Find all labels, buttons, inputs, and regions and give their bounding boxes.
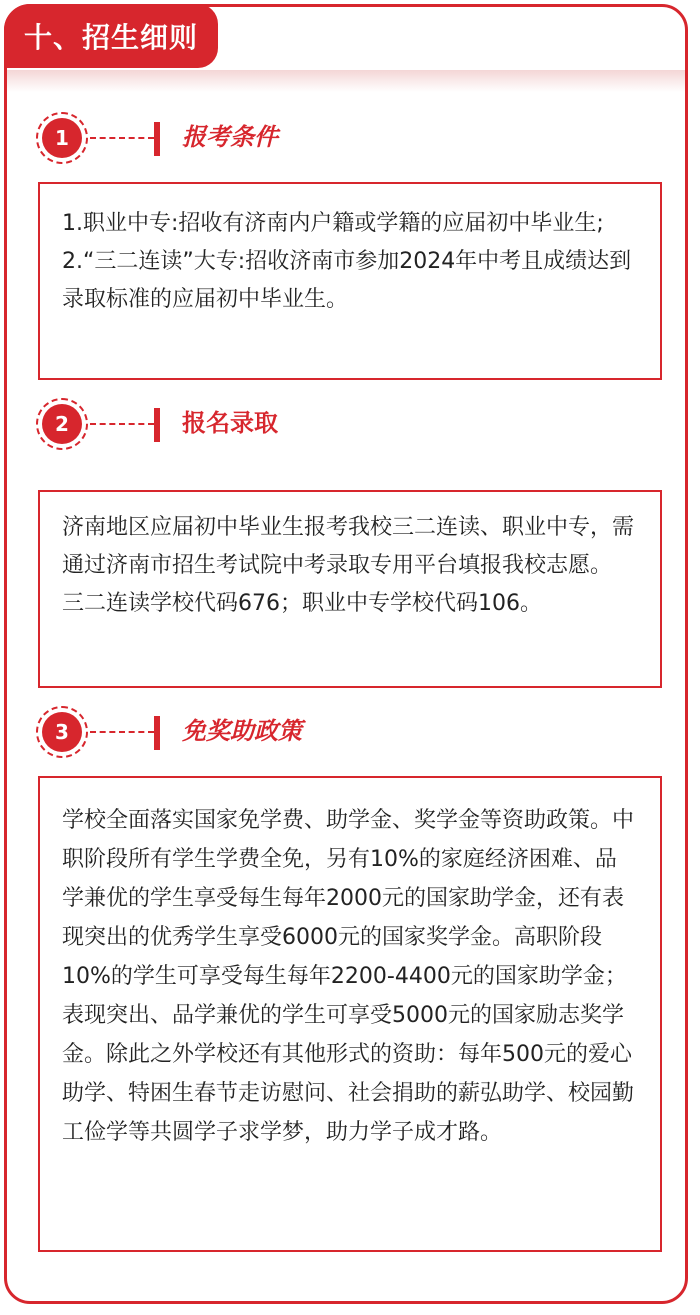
accent-bar <box>154 408 160 442</box>
paragraph: 2.“三二连读”大专:招收济南市参加2024年中考且成绩达到录取标准的应届初中毕业生。 <box>62 249 632 312</box>
number-badge: 3 <box>42 712 82 752</box>
page-title: 十、招生细则 <box>4 4 218 68</box>
accent-bar <box>154 716 160 750</box>
paragraph: 三二连读学校代码676；职业中专学校代码106。 <box>62 591 542 616</box>
dashed-connector <box>90 423 154 425</box>
section-header-1 <box>36 112 436 168</box>
dashed-connector <box>90 137 154 139</box>
section-box-3 <box>38 776 662 1252</box>
dashed-connector <box>90 731 154 733</box>
header-shadow <box>7 70 685 92</box>
paragraph: 学校全面落实国家免学费、助学金、奖学金等资助政策。中职阶段所有学生学费全免，另有10%的家庭经济困难、品学兼优的学生享受每生每年2000元的国家助学金，还有表现突出的优秀学生享受6000元的国家奖学金。高职阶段10%的学生可享受每生每年2200-4400元的国家助学金；表现突出、品学兼优的学生可享受5000元的国家励志奖学金。除此之外学校还有其他形式的资助：每年500元的爱心助学、特困生春节走访慰问、社会捐助的薪弘助学、校园勤工俭学等共圆学子求学梦，助力学子成才路。 <box>62 808 635 1145</box>
paragraph: 1.职业中专:招收有济南内户籍或学籍的应届初中毕业生; <box>62 211 604 236</box>
section-box-1 <box>38 182 662 380</box>
number-badge: 1 <box>42 118 82 158</box>
section-title: 报名录取 <box>182 409 278 437</box>
section-title: 报考条件 <box>182 123 278 151</box>
section-header-3 <box>36 706 436 762</box>
section-header-2 <box>36 398 436 454</box>
accent-bar <box>154 122 160 156</box>
section-box-2 <box>38 490 662 688</box>
paragraph: 济南地区应届初中毕业生报考我校三二连读、职业中专，需通过济南市招生考试院中考录取专用平台填报我校志愿。 <box>62 515 635 578</box>
section-title: 免奖助政策 <box>182 717 302 745</box>
number-badge: 2 <box>42 404 82 444</box>
